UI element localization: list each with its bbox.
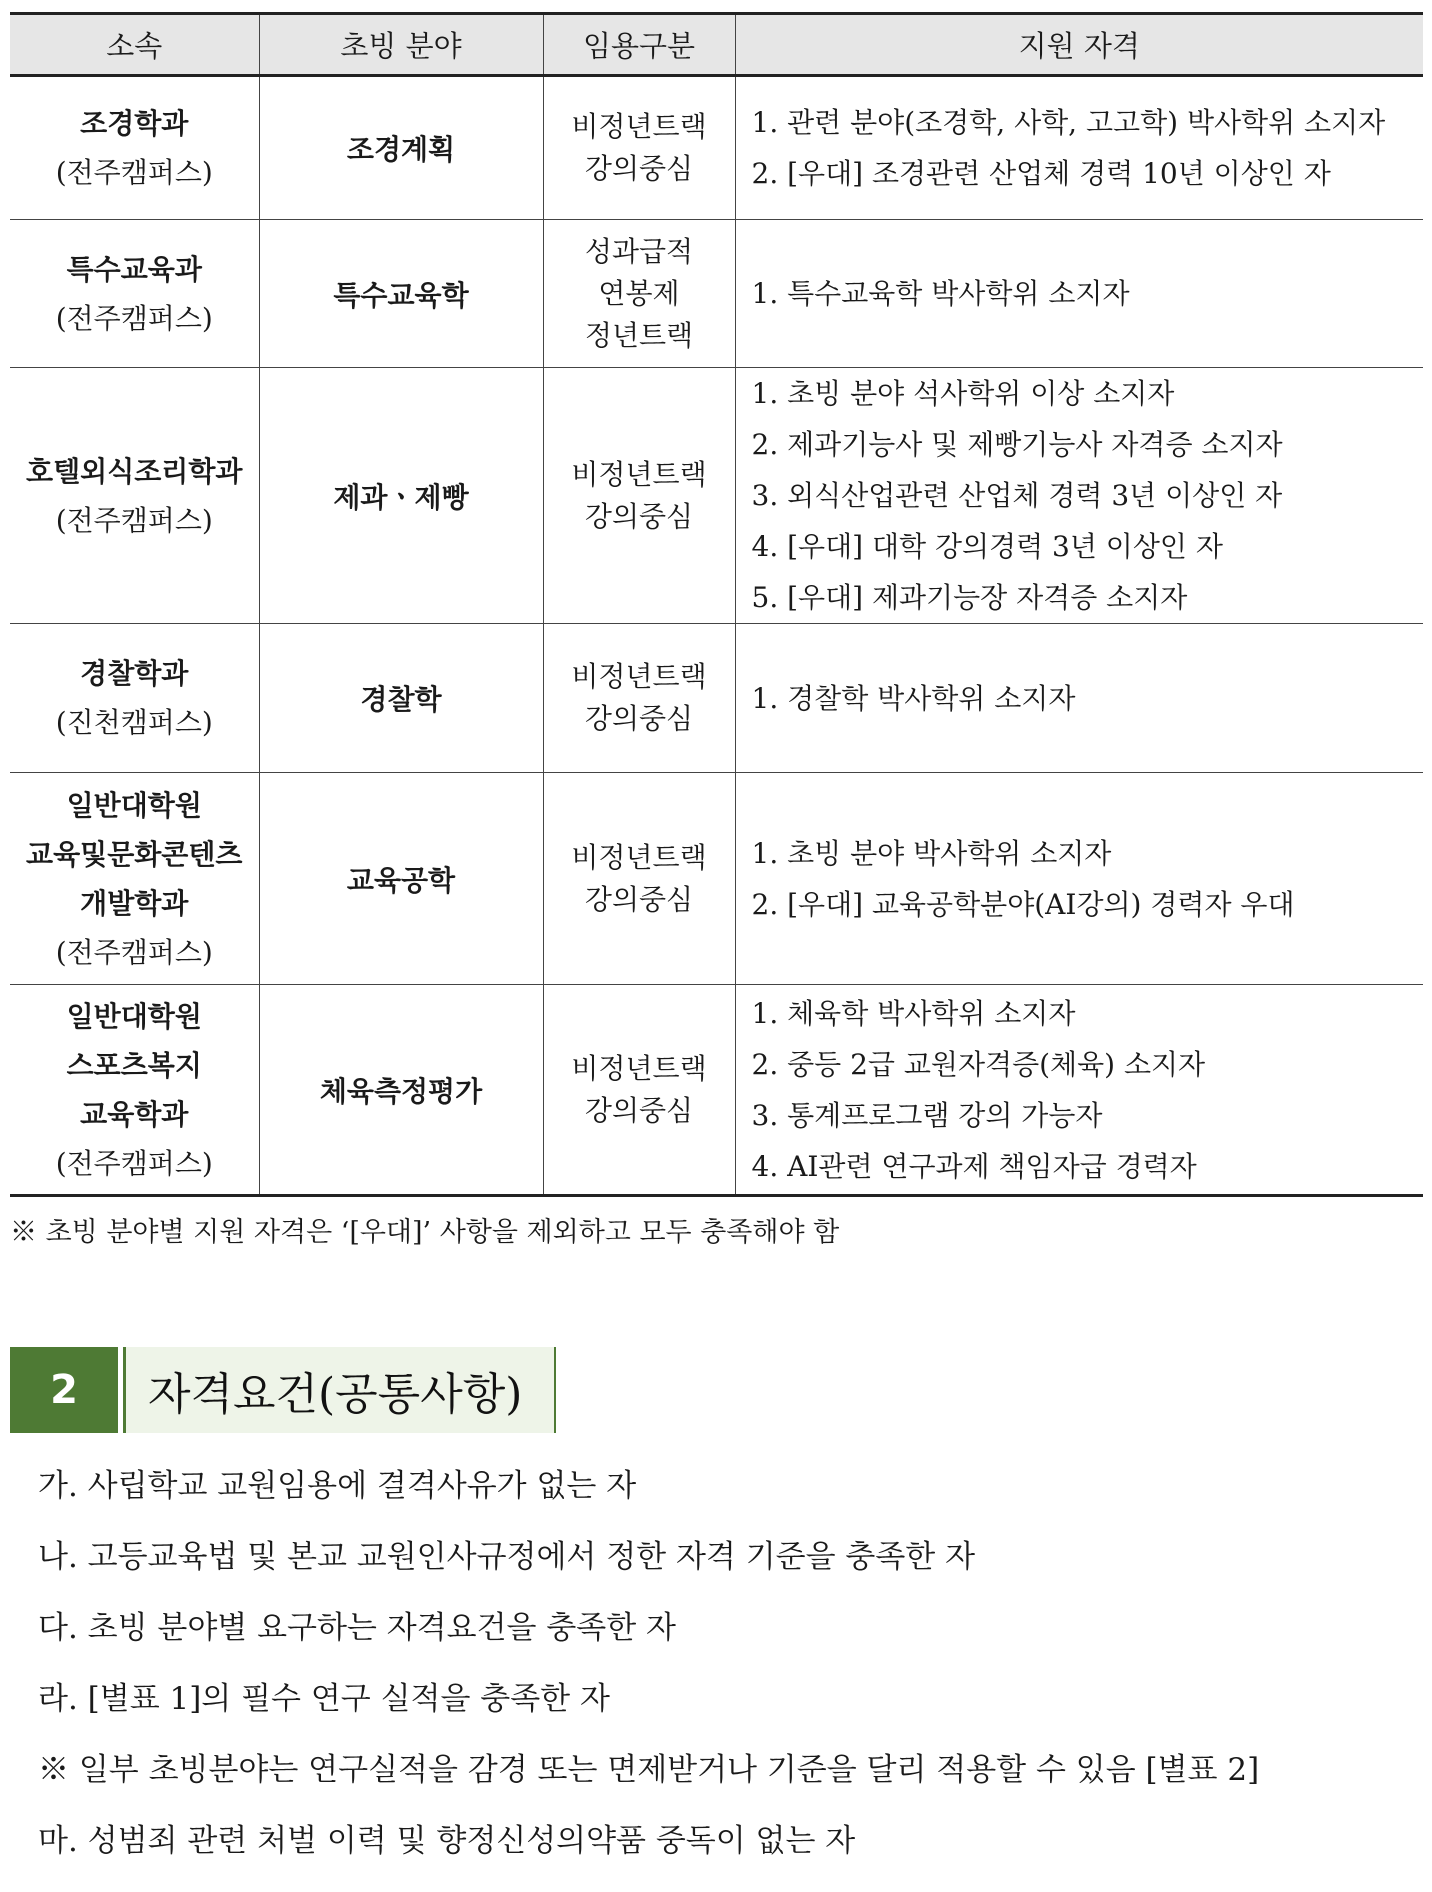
type-line: 강의중심 bbox=[584, 499, 694, 533]
section-heading bbox=[10, 1347, 556, 1433]
table-row bbox=[10, 76, 1423, 220]
type-line: 연봉제 bbox=[598, 276, 680, 310]
list-item: 다. 초빙 분야별 요구하는 자격요건을 충족한 자 bbox=[38, 1610, 676, 1646]
req-cell bbox=[735, 985, 1423, 1196]
req-cell bbox=[735, 624, 1423, 773]
list-item: 마. 성범죄 관련 처벌 이력 및 향정신성의약품 중독이 없는 자 bbox=[38, 1823, 856, 1859]
table-row bbox=[10, 773, 1423, 985]
type-line: 비정년트랙 bbox=[571, 110, 707, 143]
dept-name: 일반대학원 bbox=[66, 999, 202, 1033]
dept-name: 교육및문화콘텐츠 bbox=[26, 837, 243, 871]
req-line: 1. 초빙 분야 박사학위 소지자 bbox=[751, 836, 1112, 870]
dept-name: 교육학과 bbox=[80, 1097, 189, 1131]
req-line: 2. [우대] 교육공학분야(AI강의) 경력자 우대 bbox=[751, 887, 1295, 921]
field-cell: 조경계획 bbox=[259, 76, 543, 220]
type-cell bbox=[543, 985, 735, 1196]
campus-name: (전주캠퍼스) bbox=[55, 935, 213, 969]
dept-name: 일반대학원 bbox=[66, 788, 202, 822]
req-cell bbox=[735, 76, 1423, 220]
header-qualifications: 지원 자격 bbox=[735, 14, 1423, 76]
dept-cell bbox=[10, 624, 259, 773]
dept-name: 개발학과 bbox=[80, 886, 189, 920]
list-item: 가. 사립학교 교원임용에 결격사유가 없는 자 bbox=[38, 1468, 637, 1504]
header-field: 초빙 분야 bbox=[259, 14, 543, 76]
req-line: 2. 중등 2급 교원자격증(체육) 소지자 bbox=[751, 1047, 1206, 1081]
table-row bbox=[10, 220, 1423, 368]
type-line: 비정년트랙 bbox=[571, 1051, 707, 1085]
req-line: 3. 통계프로그램 강의 가능자 bbox=[751, 1098, 1103, 1132]
req-line: 2. 제과기능사 및 제빵기능사 자격증 소지자 bbox=[751, 428, 1283, 461]
type-line: 정년트랙 bbox=[584, 318, 694, 352]
type-line: 강의중심 bbox=[584, 702, 694, 735]
type-line: 성과급적 bbox=[584, 234, 694, 268]
dept-cell bbox=[10, 985, 259, 1196]
req-line: 3. 외식산업관련 산업체 경력 3년 이상인 자 bbox=[751, 479, 1283, 512]
dept-cell bbox=[10, 220, 259, 368]
dept-name: 특수교육과 bbox=[66, 252, 202, 286]
req-cell bbox=[735, 773, 1423, 985]
dept-cell bbox=[10, 773, 259, 985]
dept-name: 조경학과 bbox=[80, 107, 189, 140]
type-line: 비정년트랙 bbox=[571, 840, 707, 874]
section-number: 2 bbox=[10, 1347, 118, 1433]
campus-name: (진천캠퍼스) bbox=[55, 706, 213, 739]
type-cell bbox=[543, 624, 735, 773]
campus-name: (전주캠퍼스) bbox=[55, 301, 213, 335]
dept-cell bbox=[10, 76, 259, 220]
req-line: 4. [우대] 대학 강의경력 3년 이상인 자 bbox=[751, 530, 1223, 563]
req-cell bbox=[735, 368, 1423, 624]
section-title: 자격요건(공통사항) bbox=[126, 1347, 556, 1433]
recruitment-table bbox=[10, 12, 1423, 1197]
requirements-list bbox=[38, 1466, 1259, 1892]
dept-cell bbox=[10, 368, 259, 624]
req-cell bbox=[735, 220, 1423, 368]
type-cell bbox=[543, 773, 735, 985]
dept-name: 스포츠복지 bbox=[66, 1048, 202, 1082]
type-line: 비정년트랙 bbox=[571, 457, 707, 491]
req-line: 4. AI관련 연구과제 책임자급 경력자 bbox=[751, 1149, 1197, 1183]
type-cell bbox=[543, 76, 735, 220]
field-cell: 제과ㆍ제빵 bbox=[259, 368, 543, 624]
table-row bbox=[10, 368, 1423, 624]
req-line: 1. 경찰학 박사학위 소지자 bbox=[751, 681, 1076, 715]
type-line: 강의중심 bbox=[584, 882, 694, 916]
req-line: 1. 관련 분야(조경학, 사학, 고고학) 박사학위 소지자 bbox=[751, 106, 1386, 139]
campus-name: (전주캠퍼스) bbox=[55, 503, 213, 537]
table-header-row bbox=[10, 14, 1423, 76]
type-line: 비정년트랙 bbox=[571, 660, 707, 693]
type-cell bbox=[543, 220, 735, 368]
campus-name: (전주캠퍼스) bbox=[55, 1146, 213, 1180]
req-line: 1. 특수교육학 박사학위 소지자 bbox=[751, 277, 1130, 310]
req-line: 1. 체육학 박사학위 소지자 bbox=[751, 996, 1076, 1030]
req-line: 5. [우대] 제과기능장 자격증 소지자 bbox=[751, 581, 1188, 614]
table-row bbox=[10, 985, 1423, 1196]
table-footnote: ※ 초빙 분야별 지원 자격은 ‘[우대]’ 사항을 제외하고 모두 충족해야 함 bbox=[10, 1217, 840, 1248]
table-row bbox=[10, 624, 1423, 773]
header-affiliation: 소속 bbox=[10, 14, 259, 76]
field-cell: 특수교육학 bbox=[259, 220, 543, 368]
campus-name: (전주캠퍼스) bbox=[55, 156, 213, 189]
type-line: 강의중심 bbox=[584, 152, 694, 185]
field-cell: 교육공학 bbox=[259, 773, 543, 985]
type-cell bbox=[543, 368, 735, 624]
req-line: 2. [우대] 조경관련 산업체 경력 10년 이상인 자 bbox=[751, 157, 1331, 190]
req-line: 1. 초빙 분야 석사학위 이상 소지자 bbox=[751, 377, 1175, 410]
dept-name: 경찰학과 bbox=[80, 657, 189, 690]
field-cell: 경찰학 bbox=[259, 624, 543, 773]
type-line: 강의중심 bbox=[584, 1093, 694, 1127]
list-item: 나. 고등교육법 및 본교 교원인사규정에서 정한 자격 기준을 충족한 자 bbox=[38, 1539, 976, 1575]
list-item: ※ 일부 초빙분야는 연구실적을 감경 또는 면제받거나 기준을 달리 적용할 수 있음 [별표 2] bbox=[38, 1752, 1260, 1788]
header-employment-type: 임용구분 bbox=[543, 14, 735, 76]
dept-name: 호텔외식조리학과 bbox=[26, 454, 243, 488]
field-cell: 체육측정평가 bbox=[259, 985, 543, 1196]
list-item: 라. [별표 1]의 필수 연구 실적을 충족한 자 bbox=[38, 1681, 610, 1717]
